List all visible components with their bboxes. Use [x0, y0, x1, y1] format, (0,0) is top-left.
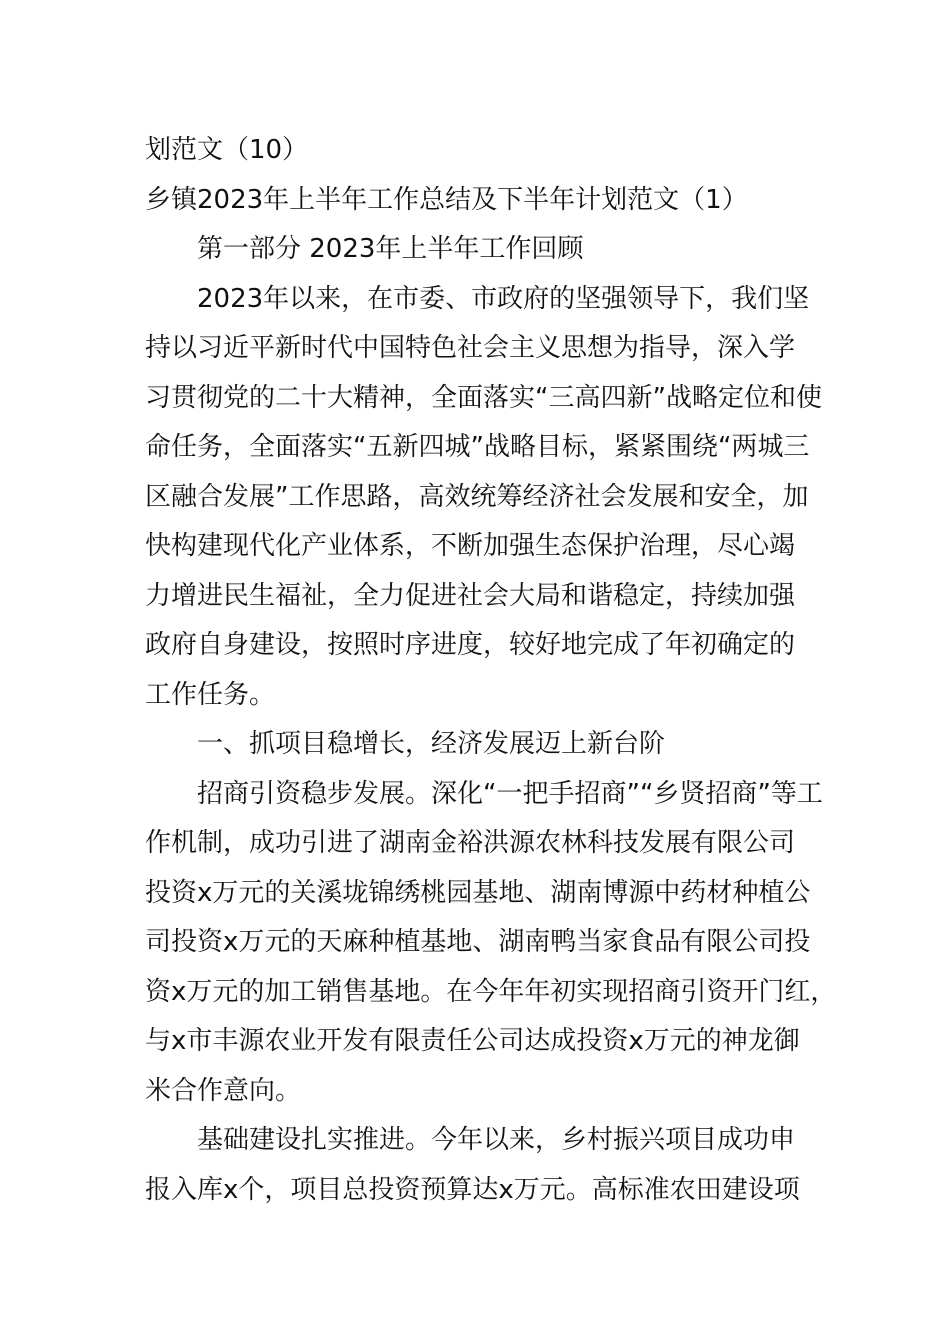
- paragraph-2-line-6: 与x市丰源农业开发有限责任公司达成投资x万元的神龙御: [145, 1026, 800, 1056]
- paragraph-1-line-3: 习贯彻党的二十大精神，全面落实“三高四新”战略定位和使: [145, 382, 822, 413]
- paragraph-1-line-1: 2023年以来，在市委、市政府的坚强领导下，我们坚: [197, 283, 810, 314]
- paragraph-2-line-7: 米合作意向。: [145, 1075, 302, 1106]
- paragraph-1-line-7: 力增进民生福祉，全力促进社会大局和谐稳定，持续加强: [145, 580, 796, 611]
- paragraph-1-line-6: 快构建现代化产业体系，不断加强生态保护治理，尽心竭: [145, 531, 796, 561]
- section-heading-part-one: 第一部分 2023年上半年工作回顾: [197, 234, 584, 264]
- document-title: 乡镇2023年上半年工作总结及下半年计划范文（1）: [145, 184, 748, 215]
- paragraph-1-line-4: 命任务，全面落实“五新四城”战略目标，紧紧围绕“两城三: [145, 432, 810, 462]
- document-body: [145, 126, 835, 1215]
- paragraph-2-line-1: 招商引资稳步发展。深化“一把手招商”“乡贤招商”等工: [197, 778, 823, 809]
- paragraph-1-line-8: 政府自身建设，按照时序进度，较好地完成了年初确定的: [145, 630, 796, 660]
- text-line-previous-title-end: 划范文（10）: [145, 135, 309, 165]
- subheading-one: 一、抓项目稳增长，经济发展迈上新台阶: [197, 729, 666, 759]
- paragraph-3-line-1: 基础建设扎实推进。今年以来，乡村振兴项目成功申: [197, 1125, 796, 1155]
- paragraph-2-line-5: 资x万元的加工销售基地。在今年年初实现招商引资开门红，: [145, 976, 837, 1007]
- paragraph-3-line-2: 报入库x个，项目总投资预算达x万元。高标准农田建设项: [145, 1174, 800, 1205]
- paragraph-2-line-3: 投资x万元的关溪垅锦绣桃园基地、湖南博源中药材种植公: [145, 877, 811, 908]
- paragraph-1-line-9: 工作任务。: [145, 679, 276, 710]
- paragraph-2-line-2: 作机制，成功引进了湖南金裕洪源农林科技发展有限公司: [145, 828, 796, 858]
- paragraph-1-line-2: 持以习近平新时代中国特色社会主义思想为指导，深入学: [145, 333, 796, 363]
- paragraph-2-line-4: 司投资x万元的天麻种植基地、湖南鸭当家食品有限公司投: [145, 927, 811, 957]
- paragraph-1-line-5: 区融合发展”工作思路，高效统筹经济社会发展和安全，加: [145, 481, 809, 512]
